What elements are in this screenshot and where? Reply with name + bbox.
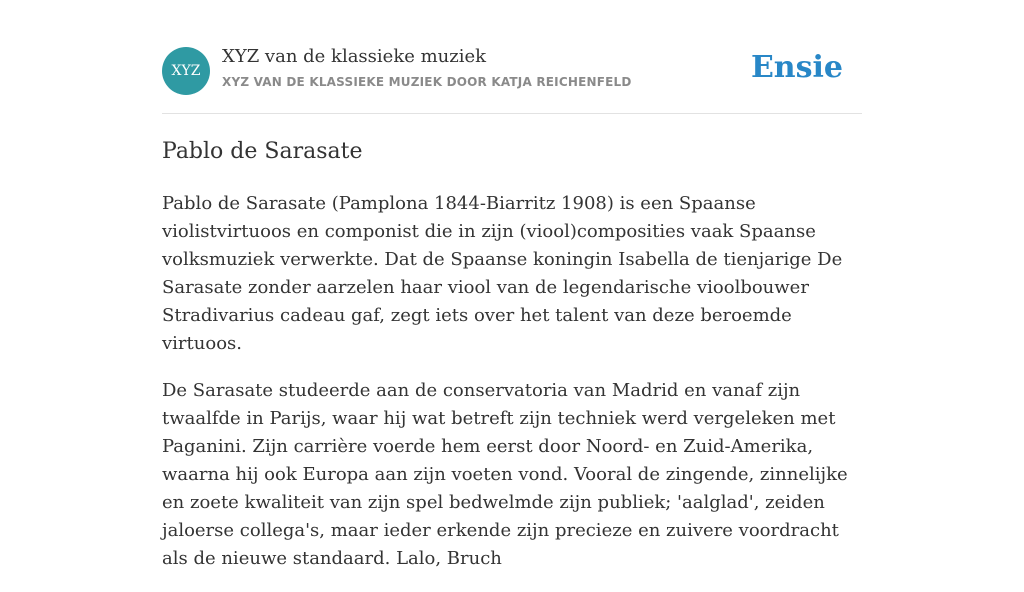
article-paragraph: De Sarasate studeerde aan de conservatoria van Madrid en vanaf zijn twaalfde in Parijs, waar hij wat betreft zijn techniek werd vergeleken met Paganini. Zijn carrière voerde hem eerst door Noord- en Zuid-Amerika, waarna hij ook Europa aan zijn voeten vond. Vooral de zingende, zinnelijke en zoete kwaliteit van zijn spel bedwelmde zijn publiek; 'aalglad', zeiden jaloerse collega's, maar ieder erkende zijn precieze en zuivere voordracht als de nieuwe standaard. Lalo, Bruch [162,380,848,569]
article-body [162,190,862,592]
avatar[interactable]: XYZ [162,47,210,95]
site-subtitle[interactable]: XYZ VAN DE KLASSIEKE MUZIEK DOOR KATJA REICHENFELD [222,75,632,89]
site-header [162,0,862,114]
site-title[interactable]: XYZ van de klassieke muziek [222,46,487,67]
page [162,0,862,569]
ensie-logo[interactable]: Ensie [750,50,843,85]
article-title: Pablo de Sarasate [162,139,363,164]
article-paragraph: Pablo de Sarasate (Pamplona 1844-Biarritz 1908) is een Spaanse violistvirtuoos en componist die in zijn (viool)composities vaak Spaanse volksmuziek verwerkte. Dat de Spaanse koningin Isabella de tienjarige De Sarasate zonder aarzelen haar viool van de legendarische vioolbouwer Stradivarius cadeau gaf, zegt iets over het talent van deze beroemde virtuoos. [162,193,843,354]
